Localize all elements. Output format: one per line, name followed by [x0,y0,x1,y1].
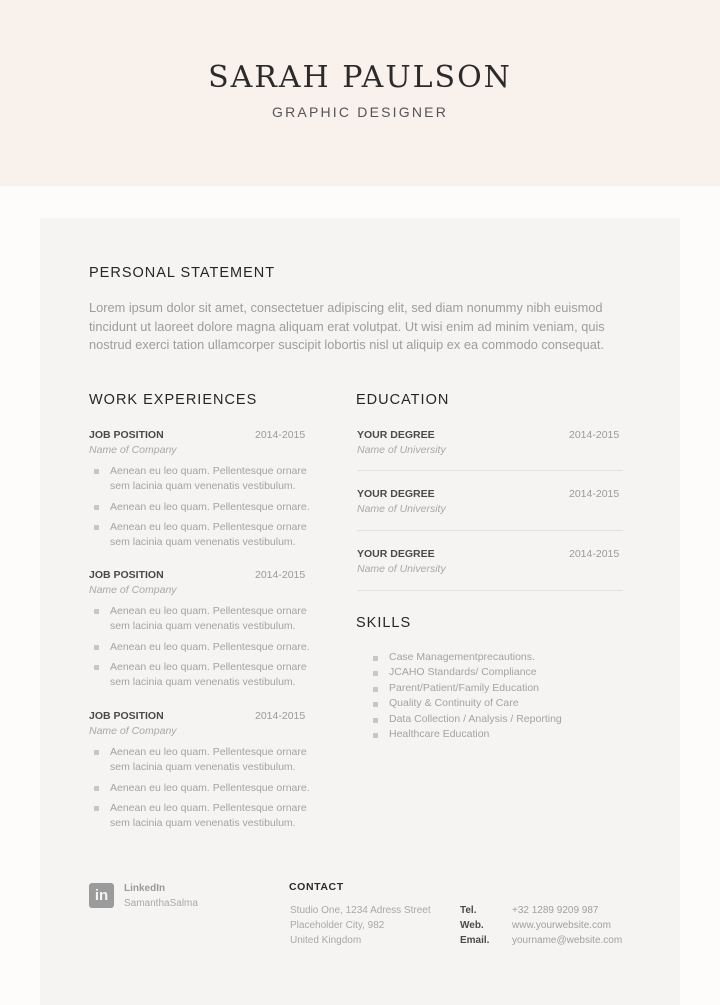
education-degree: YOUR DEGREE [357,429,435,441]
education-dates: 2014-2015 [569,429,620,441]
divider [357,590,623,591]
bullet-icon [94,786,99,791]
job-bullet: Aenean eu leo quam. Pellentesque ornare. [110,501,310,513]
work-experiences-heading: WORK EXPERIENCES [89,392,258,408]
divider [357,530,623,531]
job-bullet: Aenean eu leo quam. Pellentesque ornare sem lacinia quam venenatis vestibulum. [110,521,307,548]
education-heading: EDUCATION [356,392,450,408]
skill-item: Data Collection / Analysis / Reporting [389,713,562,725]
bullet-icon [94,806,99,811]
bullet-icon [94,750,99,755]
job-dates: 2014-2015 [255,710,306,722]
education-dates: 2014-2015 [569,548,620,560]
job-bullet: Aenean eu leo quam. Pellentesque ornare sem lacinia quam venenatis vestibulum. [110,465,307,492]
job-position: JOB POSITION [89,429,164,441]
job-bullet: Aenean eu leo quam. Pellentesque ornare sem lacinia quam venenatis vestibulum. [110,802,307,829]
bullet-icon [373,656,378,661]
job-company: Name of Company [89,725,177,737]
bullet-icon [94,609,99,614]
bullet-icon [373,718,378,723]
education-school: Name of University [357,503,446,515]
linkedin-label: LinkedIn [124,883,166,894]
education-dates: 2014-2015 [569,488,620,500]
web-label: Web. [460,920,484,931]
personal-statement-heading: PERSONAL STATEMENT [89,265,276,281]
email-value[interactable]: yourname@website.com [512,935,623,946]
bullet-icon [94,469,99,474]
job-bullet: Aenean eu leo quam. Pellentesque ornare sem lacinia quam venenatis vestibulum. [110,661,307,688]
job-company: Name of Company [89,584,177,596]
bullet-icon [373,702,378,707]
bullet-icon [373,671,378,676]
skills-heading: SKILLS [356,615,412,631]
job-company: Name of Company [89,444,177,456]
skill-item: JCAHO Standards/ Compliance [389,666,537,678]
divider [357,470,623,471]
skill-item: Quality & Continuity of Care [389,697,519,709]
education-school: Name of University [357,563,446,575]
skill-item: Healthcare Education [389,728,490,740]
address-line: Placeholder City, 982 [290,920,385,931]
tel-value[interactable]: +32 1289 9209 987 [512,905,599,916]
skill-item: Parent/Patient/Family Education [389,682,539,694]
email-label: Email. [460,935,490,946]
bullet-icon [94,525,99,530]
job-bullet: Aenean eu leo quam. Pellentesque ornare. [110,782,310,794]
linkedin-icon[interactable]: in [89,883,114,908]
job-bullet: Aenean eu leo quam. Pellentesque ornare. [110,641,310,653]
personal-statement-text: Lorem ipsum dolor sit amet, consectetuer adipiscing elit, sed diam nonummy nibh euismod tincidunt ut laoreet dolore magna aliquam erat volutpat. Ut wisi enim ad minim veniam, quis nostrud exerci tation ullamcorper suscipit lobortis nisl ut aliquip ex ea commodo consequat. [89,300,605,353]
job-bullet: Aenean eu leo quam. Pellentesque ornare sem lacinia quam venenatis vestibulum. [110,746,307,773]
education-degree: YOUR DEGREE [357,488,435,500]
bullet-icon [373,687,378,692]
job-position: JOB POSITION [89,710,164,722]
linkedin-handle[interactable]: SamanthaSalma [124,898,198,909]
bullet-icon [94,665,99,670]
bullet-icon [94,645,99,650]
education-degree: YOUR DEGREE [357,548,435,560]
contact-heading: CONTACT [289,881,344,893]
candidate-name: SARAH PAULSON [208,60,512,95]
web-value[interactable]: www.yourwebsite.com [512,920,611,931]
bullet-icon [373,733,378,738]
skill-item: Case Managementprecautions. [389,651,535,663]
bullet-icon [94,505,99,510]
job-dates: 2014-2015 [255,569,306,581]
education-school: Name of University [357,444,446,456]
tel-label: Tel. [460,905,477,916]
address-line: Studio One, 1234 Adress Street [290,905,431,916]
job-position: JOB POSITION [89,569,164,581]
address-line: United Kingdom [290,935,362,946]
job-bullet: Aenean eu leo quam. Pellentesque ornare sem lacinia quam venenatis vestibulum. [110,605,307,632]
job-dates: 2014-2015 [255,429,306,441]
candidate-title: GRAPHIC DESIGNER [272,104,448,120]
